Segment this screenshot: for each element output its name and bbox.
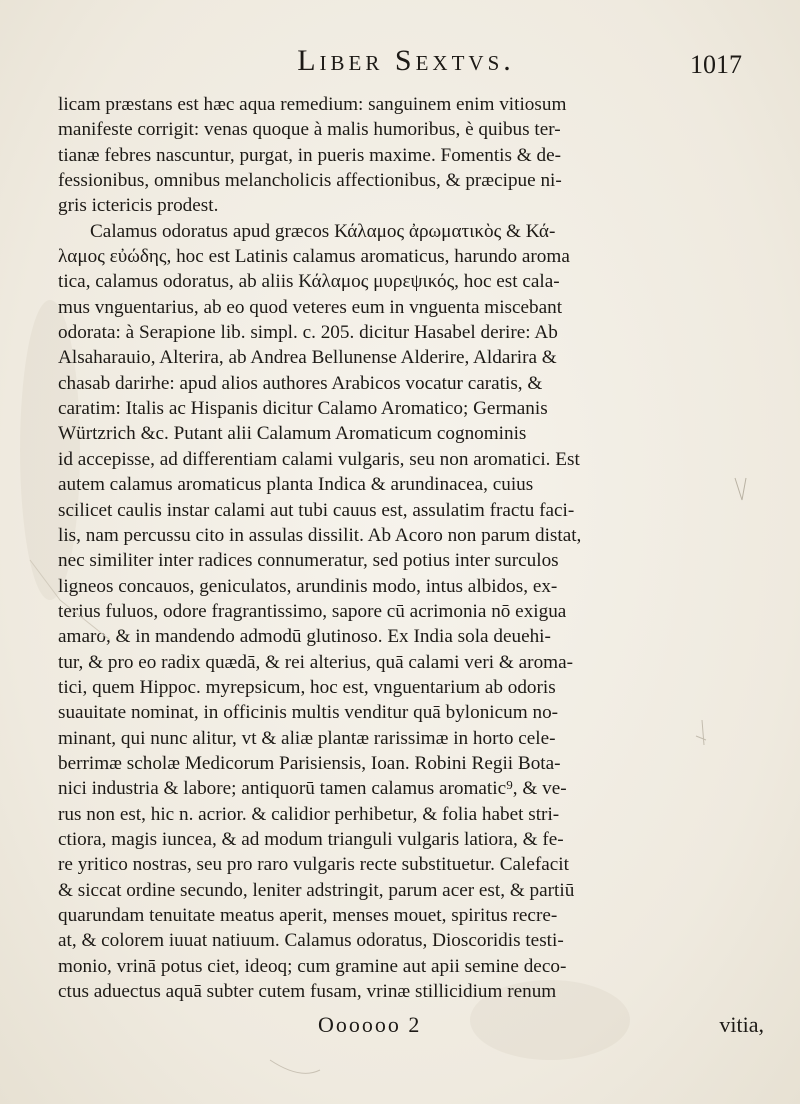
text-line: tianæ febres nascuntur, purgat, in pueris maxime. Fomentis & de- (58, 144, 561, 166)
text-line: odorata: à Serapione lib. simpl. c. 205. dicitur Hasabel derire: Ab (58, 322, 558, 344)
text-line: amaro, & in mandendo admodū glutinoso. Ex India sola deuehi- (58, 626, 551, 648)
text-line: manifeste corrigit: venas quoque à malis humoribus, è quibus ter- (58, 119, 561, 141)
text-line: rus non est, hic n. acrior. & calidior perhibetur, & folia habet stri- (58, 803, 560, 825)
signature-mark: Oooooo 2 (318, 1012, 422, 1037)
text-line: tur, & pro eo radix quædā, & rei alterius, quā calami veri & aroma- (58, 651, 573, 673)
text-line: Alsaharauio, Alterira, ab Andrea Bellunense Alderire, Aldarira & (58, 347, 557, 369)
text-line: ctiora, magis iuncea, & ad modum trianguli vulgaris latiora, & fe- (58, 828, 564, 850)
text-line: chasab darirhe: apud alios authores Arabicos vocatur caratis, & (58, 372, 543, 394)
text-line: at, & colorem iuuat natiuum. Calamus odoratus, Dioscoridis testi- (58, 930, 564, 952)
running-title: Liber Sextvs. (297, 44, 515, 77)
body-text (58, 92, 764, 1004)
page-footer (58, 1012, 764, 1042)
text-line: monio, vrinā potus ciet, ideoq; cum gramine aut apii semine deco- (58, 955, 567, 977)
catchword: vitia, (719, 1012, 764, 1037)
text-line: suauitate nominat, in officinis multis venditur quā bylonicum no- (58, 702, 559, 724)
text-line: minant, qui nunc alitur, vt & aliæ plantæ rarissimæ in horto cele- (58, 727, 556, 749)
text-line: Calamus odoratus apud græcos Κάλαμος ἀρωματικὸς & Κά- (90, 220, 556, 242)
page-number: 1017 (690, 50, 742, 79)
text-line: λαμος εὐώδης, hoc est Latinis calamus aromaticus, harundo aroma (58, 246, 570, 268)
text-line: Würtzrich &c. Putant alii Calamum Aromaticum cognominis (58, 423, 527, 445)
text-line: autem calamus aromaticus planta Indica & arundinacea, cuius (58, 474, 534, 496)
text-line: id accepisse, ad differentiam calami vulgaris, seu non aromatici. Est (58, 448, 580, 470)
text-line: tica, calamus odoratus, ab aliis Κάλαμος μυρεψικός, hoc est cala- (58, 271, 560, 293)
text-line: & siccat ordine secundo, leniter adstringit, parum acer est, & partiū (58, 879, 575, 901)
text-line: ctus aduectus aquā subter cutem fusam, vrinæ stillicidium renum (58, 981, 557, 1003)
text-line: ligneos concauos, geniculatos, arundinis modo, intus albidos, ex- (58, 575, 558, 597)
text-line: quarundam tenuitate meatus aperit, menses mouet, spiritus recre- (58, 905, 558, 926)
text-line: mus vnguentarius, ab eo quod veteres eum in vnguenta miscebant (58, 296, 563, 318)
text-line: scilicet caulis instar calami aut tubi cauus est, assulatim fractu faci- (58, 499, 575, 521)
text-line: berrimæ scholæ Medicorum Parisiensis, Ioan. Robini Regii Bota- (58, 752, 561, 774)
text-line: gris ictericis prodest. (58, 195, 219, 217)
text-line: licam præstans est hæc aqua remedium: sanguinem enim vitiosum (58, 94, 567, 115)
text-line: tici, quem Hippoc. myrepsicum, hoc est, vnguentarium ab odoris (58, 676, 556, 698)
text-line: nec similiter inter radices connumeratur, sed potius inter surculos (58, 550, 559, 572)
text-line: re yritico nostras, seu pro raro vulgaris recte substituetur. Calefacit (58, 854, 569, 876)
page-header (52, 44, 760, 80)
text-line: lis, nam percussu cito in assulas dissilit. Ab Acoro non parum distat, (58, 524, 582, 546)
faint-pencil-mark (270, 1060, 320, 1073)
text-line: caratim: Italis ac Hispanis dicitur Calamo Aromatico; Germanis (58, 398, 548, 420)
text-line: nici industria & labore; antiquorū tamen calamus aromatic⁹, & ve- (58, 778, 567, 800)
text-line: fessionibus, omnibus melancholicis affectionibus, & præcipue ni- (58, 170, 562, 192)
text-line: terius fuluos, odore fragrantissimo, sapore cū acrimonia nō exigua (58, 600, 567, 622)
